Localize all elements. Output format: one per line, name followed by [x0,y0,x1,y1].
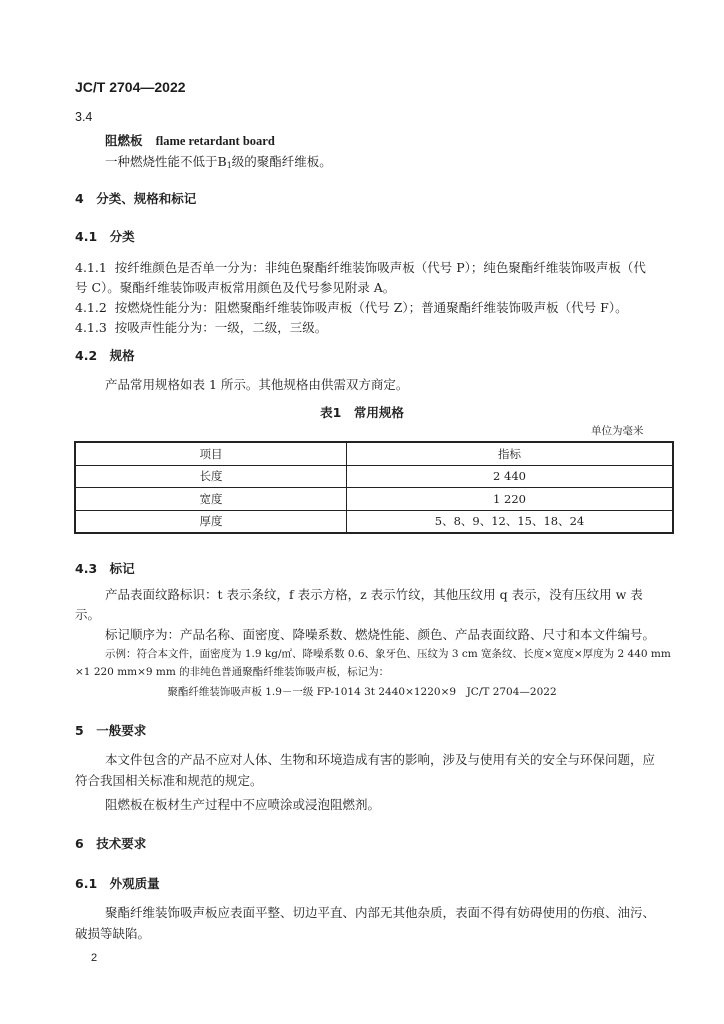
term-english: flame retardant board [155,134,275,148]
table-unit: 单位为毫米 [591,425,644,437]
marking-paragraph-2: 标记顺序为：产品名称、面密度、降噪系数、燃烧性能、颜色、产品表面纹路、尺寸和本文件编号。 [105,627,656,642]
section-5-paragraph-1: 本文件包含的产品不应对人体、生物和环境造成有害的影响，涉及与使用有关的安全与环保问题，应符合我国相关标准和规范的规定。 [75,752,656,788]
section-4-2-text: 产品常用规格如表 1 所示。其他规格由供需双方商定。 [105,377,409,392]
section-4-3-title: 4.3 标记 [75,561,135,576]
table-header-cell: 指标 [347,442,674,465]
clause-4-1-1-number: 4.1.1 [75,260,107,275]
table-cell: 厚度 [75,510,347,533]
marking-paragraph-1-line2: 示。 [75,607,101,622]
marking-example-line2: ×1 220 mm×9 mm 的非纯色普通聚酯纤维装饰吸声板，标记为： [75,666,390,678]
section-5-title: 5 一般要求 [75,723,147,738]
clause-4-1-1-text: 按纤维颜色是否单一分为：非纯色聚酯纤维装饰吸声板（代号 P）；纯色聚酯纤维装饰吸声板（代 [114,260,646,275]
clause-4-1-1-line1 [75,258,646,276]
table-header-row [75,442,673,465]
table-cell: 长度 [75,465,347,488]
marking-example-line1: 示例：符合本文件，面密度为 1.9 kg/㎡、降噪系数 0.6、象牙色、压纹为 3 cm 宽条纹、长度×宽度×厚度为 2 440 mm [105,648,671,660]
table-cell: 宽度 [75,488,347,511]
term-chinese: 阻燃板 [105,133,143,148]
section-4-title: 4 分类、规格和标记 [75,191,197,206]
clause-4-1-3-number: 4.1.3 [75,320,107,335]
term-definition-grade: B [217,154,227,169]
table-header-cell: 项目 [75,442,347,465]
term-definition-tail: 级的聚酯纤维板。 [231,154,332,169]
table-cell: 2 440 [347,465,674,488]
term-number: 3.4 [75,110,93,124]
table-cell: 1 220 [347,488,674,511]
marking-paragraph-1-line1: 产品表面纹路标识：t 表示条纹，f 表示方格，z 表示竹纹，其他压纹用 q 表示，没有压纹用 w 表 [105,587,643,602]
marking-example-mark: 聚酯纤维装饰吸声板 1.9－一级 FP-1014 3t 2440×1220×9 JC/T 2704—2022 [167,686,557,698]
section-5-paragraph-2: 阻燃板在板材生产过程中不应喷涂或浸泡阻燃剂。 [105,797,381,812]
section-4-1-title: 4.1 分类 [75,229,135,244]
table-row [75,488,673,511]
section-6-1-text: 聚酯纤维装饰吸声板应表面平整、切边平直、内部无其他杂质，表面不得有妨碍使用的伤痕、油污、破损等缺陷。 [75,905,656,941]
clause-4-1-2 [75,298,628,316]
table-cell: 5、8、9、12、15、18、24 [347,510,674,533]
term-definition [105,152,332,170]
table-row [75,465,673,488]
clause-4-1-2-text: 按燃烧性能分为：阻燃聚酯纤维装饰吸声板（代号 Z）；普通聚酯纤维装饰吸声板（代号 F）。 [114,300,628,315]
section-4-2-title: 4.2 规格 [75,348,135,363]
term-definition-text: 一种燃烧性能不低于 [105,154,218,169]
page-number: 2 [91,952,98,964]
clause-4-1-3-text: 按吸声性能分为：一级，二级，三级。 [114,320,328,335]
spec-table [74,441,674,534]
section-6-1-title: 6.1 外观质量 [75,876,160,891]
table-row [75,510,673,533]
clause-4-1-3 [75,318,327,336]
clause-4-1-1-line2: 号 C）。聚酯纤维装饰吸声板常用颜色及代号参见附录 A。 [75,280,396,295]
table-caption: 表1 常用规格 [320,405,404,420]
term-definition-subscript: 1 [226,161,232,170]
term-title [105,131,275,149]
document-code-header: JC/T 2704—2022 [75,79,186,95]
section-6-title: 6 技术要求 [75,836,147,851]
clause-4-1-2-number: 4.1.2 [75,300,107,315]
